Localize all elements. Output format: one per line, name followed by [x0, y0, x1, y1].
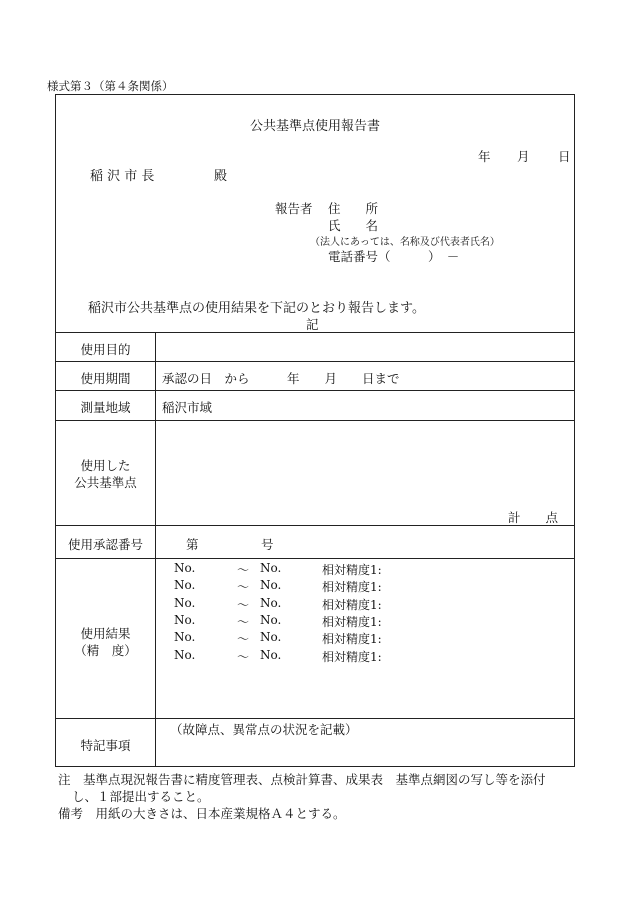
result-precision: 相対精度1:: [322, 598, 382, 612]
period-value: 承認の日 から 年 月 日まで: [162, 371, 400, 386]
result-tilde: ～: [237, 580, 250, 594]
note-line2: し、１部提出すること。: [72, 789, 210, 804]
result-no-from: No.: [174, 630, 196, 644]
result-no-to: No.: [260, 648, 282, 662]
approval-label: 使用承認番号: [67, 537, 143, 552]
remarks-label: 特記事項: [80, 738, 131, 753]
result-no-to: No.: [260, 613, 282, 627]
results-label-line1: 使用結果: [80, 626, 131, 641]
points-label-line2: 公共基準点: [74, 475, 137, 490]
date-month: 月: [517, 149, 530, 164]
area-value: 稲沢市域: [162, 400, 213, 415]
result-no-to: No.: [260, 578, 282, 592]
name-label: 氏 名: [328, 218, 379, 233]
points-count: 計 点: [508, 510, 559, 525]
result-no-from: No.: [174, 578, 196, 592]
form-number: 様式第３（第４条関係）: [47, 79, 174, 93]
honorific: 殿: [214, 169, 228, 184]
table-rule: [55, 361, 575, 362]
result-tilde: ～: [237, 632, 250, 646]
result-no-from: No.: [174, 596, 196, 610]
table-rule: [55, 332, 575, 333]
addressee: 稲 沢 市 長: [90, 169, 155, 184]
result-precision: 相対精度1:: [322, 632, 382, 646]
phone-label: 電話番号（ ） －: [328, 249, 460, 264]
result-precision: 相対精度1:: [322, 580, 382, 594]
points-label-line1: 使用した: [80, 458, 131, 473]
reporter-label: 報告者: [275, 201, 313, 216]
purpose-label: 使用目的: [80, 342, 131, 357]
table-rule: [55, 558, 575, 559]
results-label-line2: （精 度）: [74, 643, 137, 658]
result-no-to: No.: [260, 561, 282, 575]
result-precision: 相対精度1:: [322, 650, 382, 664]
form-frame: [55, 94, 575, 767]
result-no-from: No.: [174, 648, 196, 662]
date-year: 年: [478, 149, 491, 164]
bikou-note: 備考 用紙の大きさは、日本産業規格Ａ４とする。: [58, 806, 346, 821]
table-rule: [55, 525, 575, 526]
ki-mark: 記: [306, 317, 319, 332]
address-label: 住 所: [328, 201, 379, 216]
result-precision: 相対精度1:: [322, 563, 382, 577]
note-line1: 注 基準点現況報告書に精度管理表、点検計算書、成果表 基準点網図の写し等を添付: [58, 772, 546, 787]
table-rule: [55, 718, 575, 719]
result-tilde: ～: [237, 615, 250, 629]
corporate-note: （法人にあっては、名称及び代表者氏名）: [310, 237, 500, 248]
result-tilde: ～: [237, 563, 250, 577]
remarks-value: （故障点、異常点の状況を記載）: [170, 722, 358, 737]
result-no-to: No.: [260, 596, 282, 610]
result-precision: 相対精度1:: [322, 615, 382, 629]
result-tilde: ～: [237, 598, 250, 612]
area-label: 測量地域: [80, 400, 131, 415]
intro-text: 稲沢市公共基準点の使用結果を下記のとおり報告します。: [88, 301, 425, 316]
result-tilde: ～: [237, 650, 250, 664]
form-title: 公共基準点使用報告書: [249, 119, 380, 134]
result-no-from: No.: [174, 561, 196, 575]
result-no-to: No.: [260, 630, 282, 644]
table-rule: [55, 390, 575, 391]
period-label: 使用期間: [80, 371, 131, 386]
table-divider: [155, 332, 156, 767]
result-no-from: No.: [174, 613, 196, 627]
table-rule: [55, 420, 575, 421]
date-day: 日: [558, 149, 571, 164]
approval-value: 第 号: [186, 537, 274, 552]
